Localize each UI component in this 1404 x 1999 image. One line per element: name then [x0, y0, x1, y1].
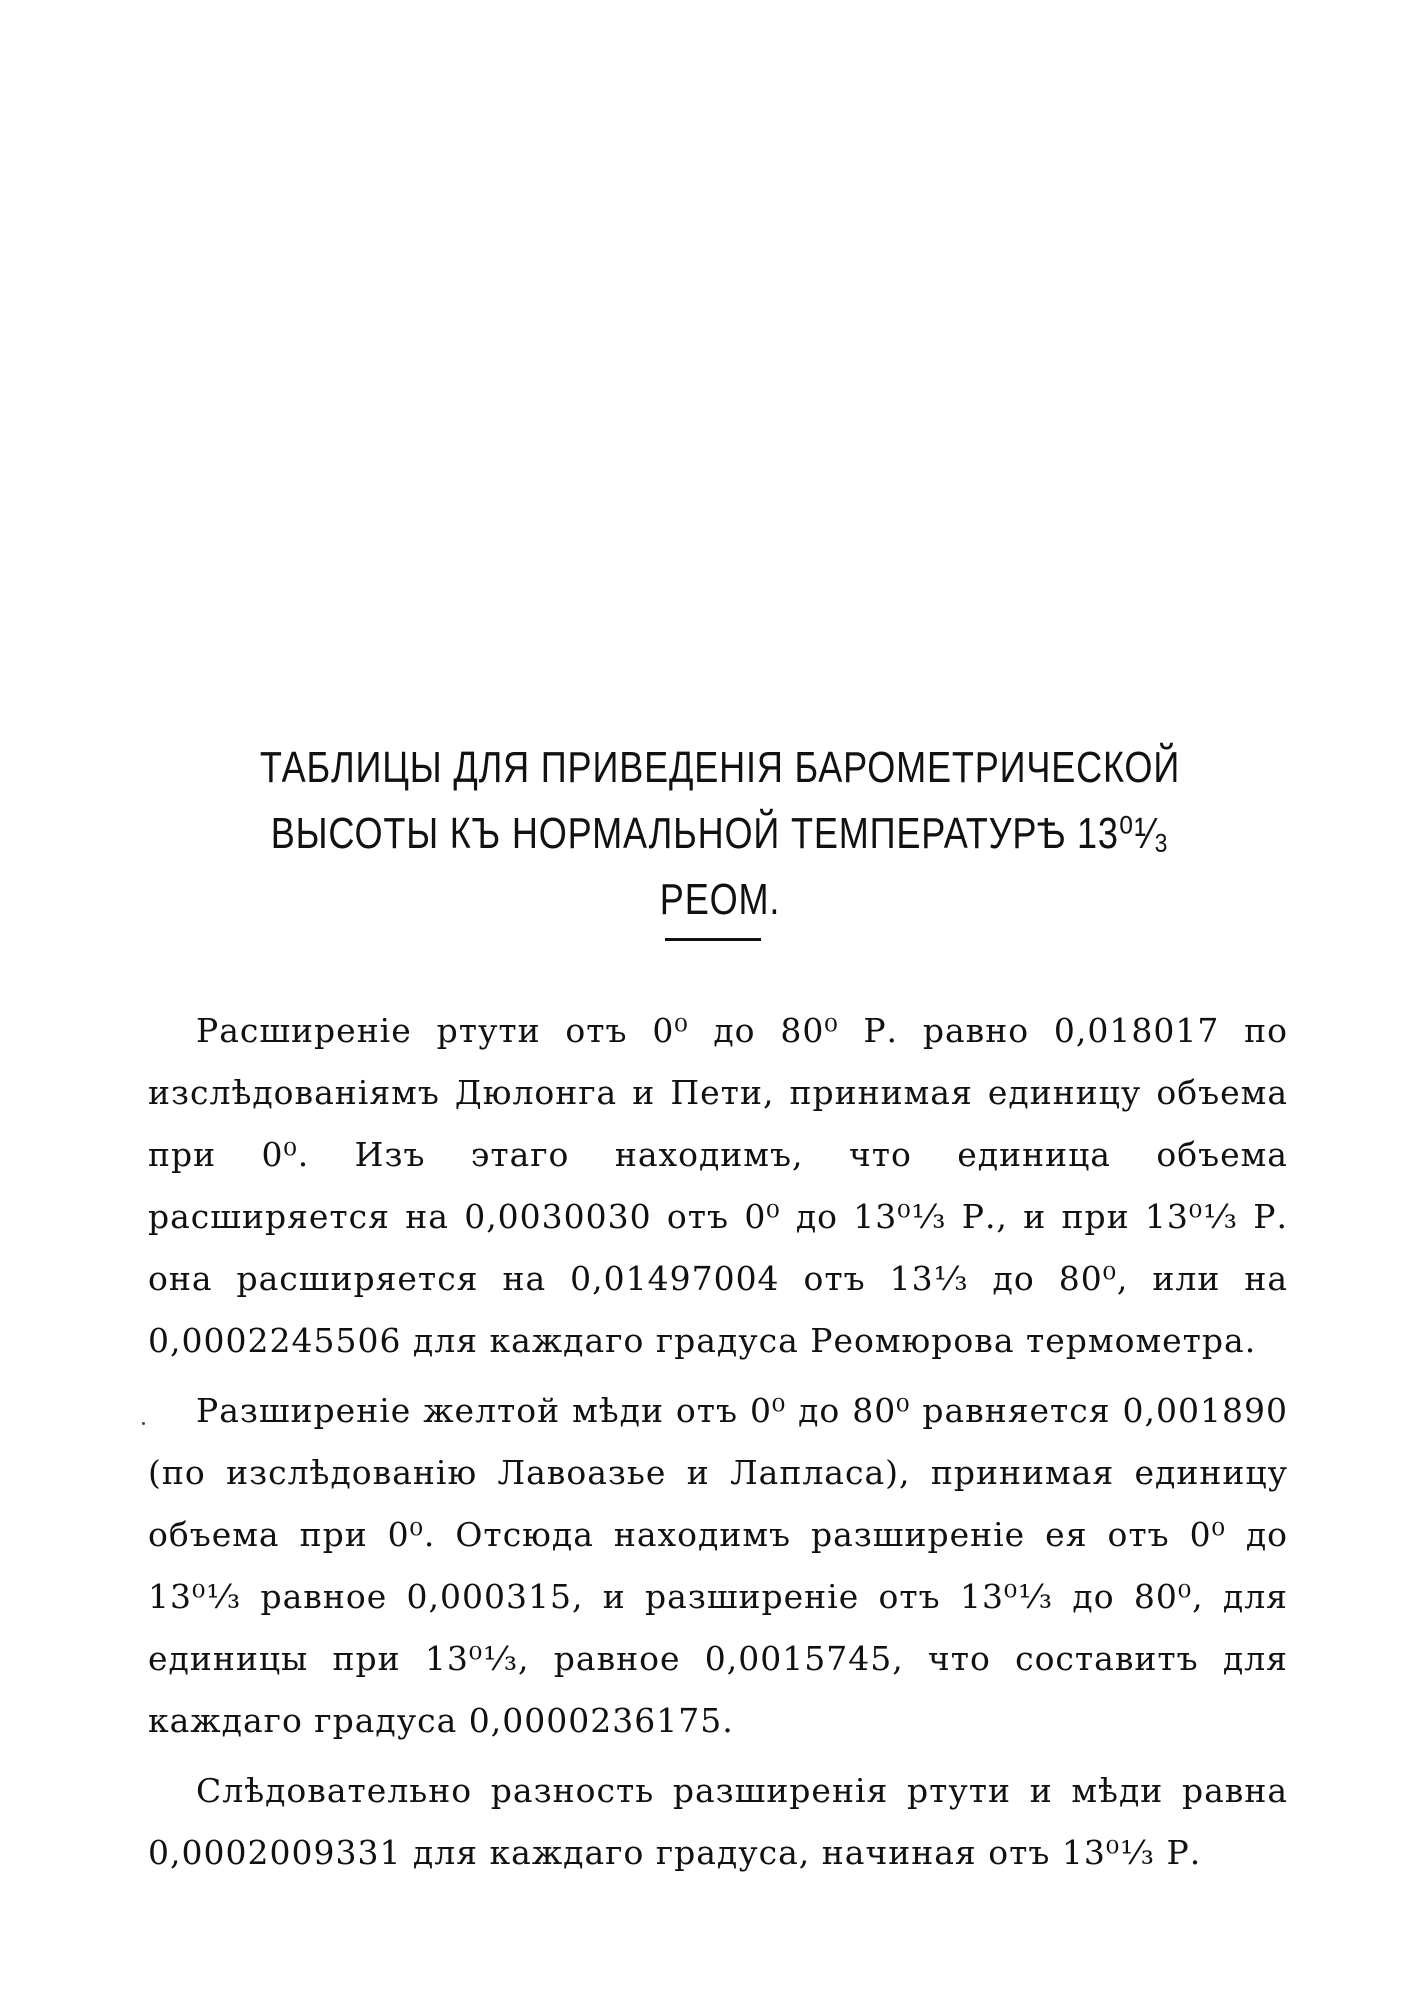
paragraph-difference: Слѣдовательно разность разширенія ртути и мѣди равна 0,0002009331 для каждаго градуса, начиная отъ 13⁰¹⁄₃ Р.	[148, 1771, 1288, 1872]
title-divider	[665, 938, 761, 941]
document-title: ТАБЛИЦЫ ДЛЯ ПРИВЕДЕНІЯ БАРОМЕТРИЧЕСКОЙ ВЫСОТЫ КЪ НОРМАЛЬНОЙ ТЕМПЕРАТУРѢ 13⁰¹⁄₃ РЕОМ.	[259, 743, 1181, 924]
paragraph-brass-expansion: Разширеніе желтой мѣди отъ 0⁰ до 80⁰ равняется 0,001890 (по изслѣдованію Лавоазье и Лапласа), принимая единицу объема при 0⁰. Отсюда находимъ разширеніе ея отъ 0⁰ до 13⁰¹⁄₃ равное 0,000315, и разширеніе отъ 13⁰¹⁄₃ до 80⁰, для единицы при 13⁰¹⁄₃, равное 0,0015745, что составитъ для каждаго градуса 0,0000236175.	[148, 1391, 1288, 1740]
document-body	[148, 1000, 1288, 1892]
paragraph-mercury-expansion: Расширеніе ртути отъ 0⁰ до 80⁰ Р. равно 0,018017 по изслѣдованіямъ Дюлонга и Пети, принимая единицу объема при 0⁰. Изъ этаго находимъ, что единица объема расширяется на 0,0030030 отъ 0⁰ до 13⁰¹⁄₃ Р., и при 13⁰¹⁄₃ Р. она расширяется на 0,01497004 отъ 13¹⁄₃ до 80⁰, или на 0,0002245506 для каждаго градуса Реомюрова термометра.	[148, 1011, 1288, 1360]
ink-speck	[142, 1422, 145, 1425]
